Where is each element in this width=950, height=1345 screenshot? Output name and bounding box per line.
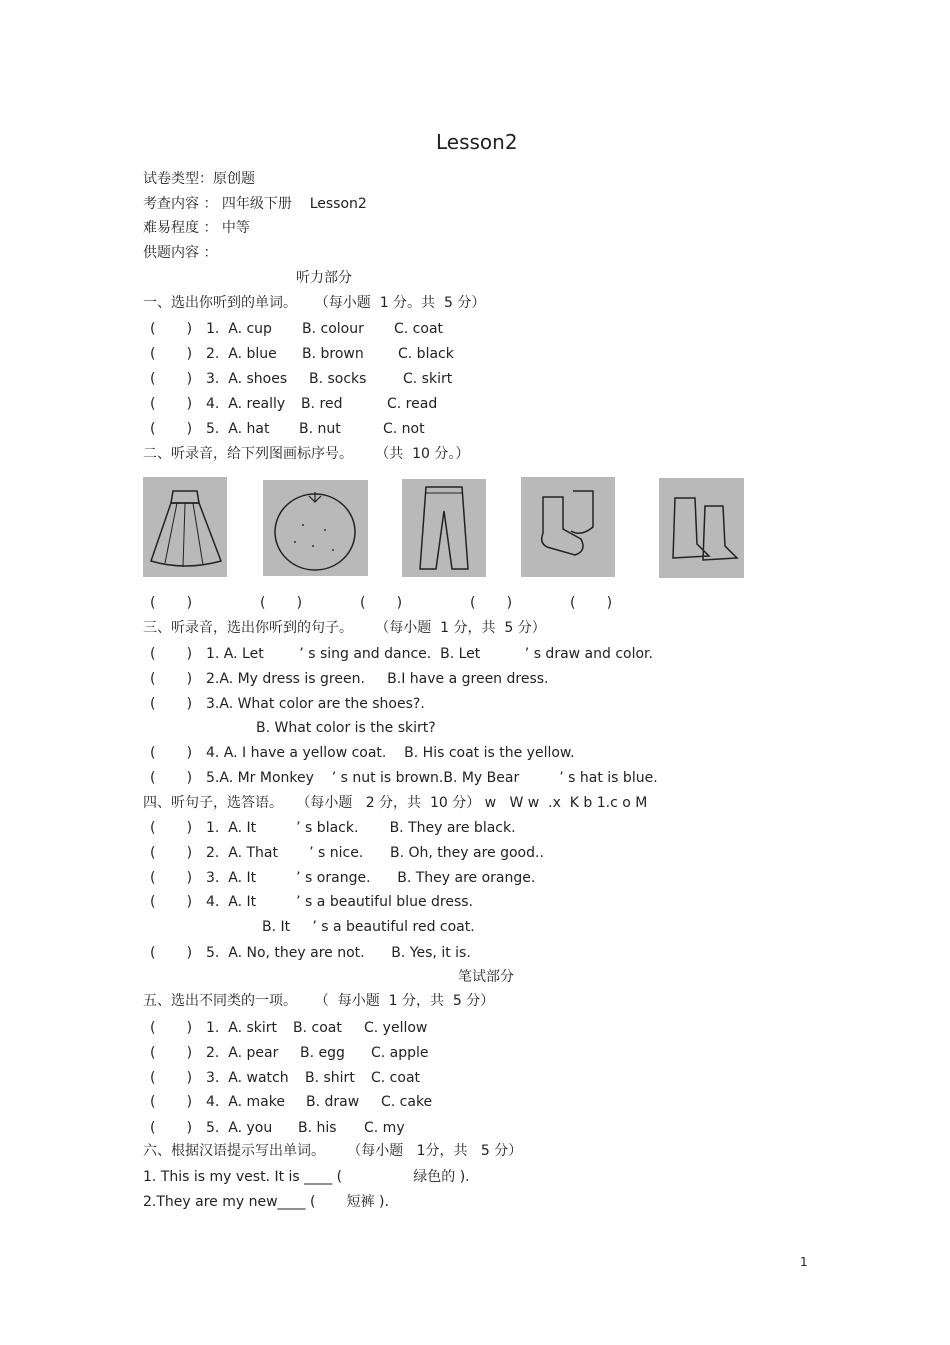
option-b: B. nut — [299, 421, 341, 437]
option-a: 1. A. cup — [206, 321, 272, 337]
answer-bracket[interactable]: ( ) — [150, 1070, 193, 1086]
section4-item-4: 4. A. It ’ s a beautiful blue dress. — [206, 894, 474, 910]
orange-picture — [263, 480, 368, 576]
option-a: 4. A. really — [206, 396, 286, 412]
option-c: C. apple — [371, 1045, 429, 1061]
option-b: B. coat — [293, 1020, 342, 1036]
section4-item-2: 2. A. That ’ s nice. B. Oh, they are good.. — [206, 845, 544, 861]
socks-picture — [521, 477, 615, 577]
section4-item-1: 1. A. It ’ s black. B. They are black. — [206, 820, 516, 836]
answer-bracket[interactable]: ( ) — [150, 1120, 193, 1136]
picture-answer-bracket[interactable]: ( ) — [360, 595, 403, 611]
orange-icon — [263, 480, 368, 576]
section1-heading: 一、选出你听到的单词。 （每小题 1 分。共 5 分） — [143, 295, 486, 311]
option-b: B. shirt — [305, 1070, 355, 1086]
answer-bracket[interactable]: ( ) — [150, 894, 193, 910]
pants-icon — [402, 479, 486, 577]
answer-bracket[interactable]: ( ) — [150, 346, 193, 362]
section4-heading: 四、听句子，选答语。 （每小题 2 分，共 10 分） w W w .x K b 1.c o M — [143, 795, 648, 811]
option-c: C. cake — [381, 1094, 433, 1110]
picture-answer-bracket[interactable]: ( ) — [570, 595, 613, 611]
meta-type: 试卷类型：原创题 — [143, 171, 255, 187]
option-b: B. his — [298, 1120, 337, 1136]
option-a: 3. A. shoes — [206, 371, 288, 387]
picture-answer-bracket[interactable]: ( ) — [260, 595, 303, 611]
section3-heading: 三、听录音，选出你听到的句子。 （每小题 1 分，共 5 分） — [143, 620, 546, 636]
pants-picture — [402, 479, 486, 577]
answer-bracket[interactable]: ( ) — [150, 646, 193, 662]
option-b: B. egg — [300, 1045, 345, 1061]
section3-item-3: 3.A. What color are the shoes?. — [206, 696, 425, 712]
option-b: B. colour — [302, 321, 364, 337]
meta-difficulty: 难易程度 ： 中等 — [143, 220, 250, 236]
option-c: C. black — [398, 346, 454, 362]
option-b: B. socks — [309, 371, 367, 387]
picture-answer-bracket[interactable]: ( ) — [150, 595, 193, 611]
section3-item-1: 1. A. Let ’ s sing and dance. B. Let ’ s draw and color. — [206, 646, 653, 662]
section3-item-2: 2.A. My dress is green. B.I have a green dress. — [206, 671, 549, 687]
answer-bracket[interactable]: ( ) — [150, 1045, 193, 1061]
answer-bracket[interactable]: ( ) — [150, 870, 193, 886]
option-c: C. my — [364, 1120, 405, 1136]
answer-bracket[interactable]: ( ) — [150, 321, 193, 337]
option-a: 2. A. blue — [206, 346, 277, 362]
answer-bracket[interactable]: ( ) — [150, 696, 193, 712]
written-heading: 笔试部分 — [458, 969, 514, 985]
option-c: C. yellow — [364, 1020, 428, 1036]
section6-heading: 六、根据汉语提示写出单词。 （每小题 1分，共 5 分） — [143, 1143, 523, 1159]
answer-bracket[interactable]: ( ) — [150, 1094, 193, 1110]
section5-heading: 五、选出不同类的一项。 （ 每小题 1 分，共 5 分） — [143, 993, 495, 1009]
section4-item-3: 3. A. It ’ s orange. B. They are orange. — [206, 870, 536, 886]
boots-icon — [659, 478, 744, 578]
option-c: C. coat — [394, 321, 444, 337]
answer-bracket[interactable]: ( ) — [150, 421, 193, 437]
answer-bracket[interactable]: ( ) — [150, 820, 193, 836]
option-b: B. red — [301, 396, 343, 412]
answer-bracket[interactable]: ( ) — [150, 770, 193, 786]
section4-item-4b: B. It ’ s a beautiful red coat. — [262, 919, 475, 935]
answer-bracket[interactable]: ( ) — [150, 671, 193, 687]
section3-item-3b: B. What color is the skirt? — [256, 720, 436, 736]
option-a: 4. A. make — [206, 1094, 285, 1110]
meta-provider: 供题内容 ： — [143, 245, 218, 261]
section3-item-4: 4. A. I have a yellow coat. B. His coat is the yellow. — [206, 745, 575, 761]
option-a: 2. A. pear — [206, 1045, 279, 1061]
answer-bracket[interactable]: ( ) — [150, 371, 193, 387]
skirt-icon — [143, 477, 227, 577]
answer-bracket[interactable]: ( ) — [150, 1020, 193, 1036]
option-a: 5. A. hat — [206, 421, 270, 437]
option-c: C. read — [387, 396, 438, 412]
page-title: Lesson2 — [436, 130, 518, 154]
section6-item-1: 1. This is my vest. It is ____ ( 绿色的 ). — [143, 1169, 470, 1185]
section2-heading: 二、听录音，给下列图画标序号。 （共 10 分。） — [143, 446, 470, 462]
boots-picture — [659, 478, 744, 578]
answer-bracket[interactable]: ( ) — [150, 745, 193, 761]
section4-item-5: 5. A. No, they are not. B. Yes, it is. — [206, 945, 471, 961]
section6-item-2: 2.They are my new____ ( 短裤 ). — [143, 1194, 389, 1210]
option-b: B. brown — [302, 346, 364, 362]
page-number: 1 — [800, 1255, 808, 1269]
meta-content: 考查内容 ： 四年级下册 Lesson2 — [143, 196, 367, 212]
answer-bracket[interactable]: ( ) — [150, 396, 193, 412]
answer-bracket[interactable]: ( ) — [150, 845, 193, 861]
answer-bracket[interactable]: ( ) — [150, 945, 193, 961]
option-c: C. not — [383, 421, 425, 437]
option-a: 5. A. you — [206, 1120, 273, 1136]
option-a: 1. A. skirt — [206, 1020, 278, 1036]
option-c: C. coat — [371, 1070, 421, 1086]
picture-answer-bracket[interactable]: ( ) — [470, 595, 513, 611]
listening-heading: 听力部分 — [296, 270, 352, 286]
option-b: B. draw — [306, 1094, 360, 1110]
socks-icon — [521, 477, 615, 577]
option-c: C. skirt — [403, 371, 453, 387]
option-a: 3. A. watch — [206, 1070, 289, 1086]
section3-item-5: 5.A. Mr Monkey ’ s nut is brown.B. My Bear ’ s hat is blue. — [206, 770, 658, 786]
skirt-picture — [143, 477, 227, 577]
